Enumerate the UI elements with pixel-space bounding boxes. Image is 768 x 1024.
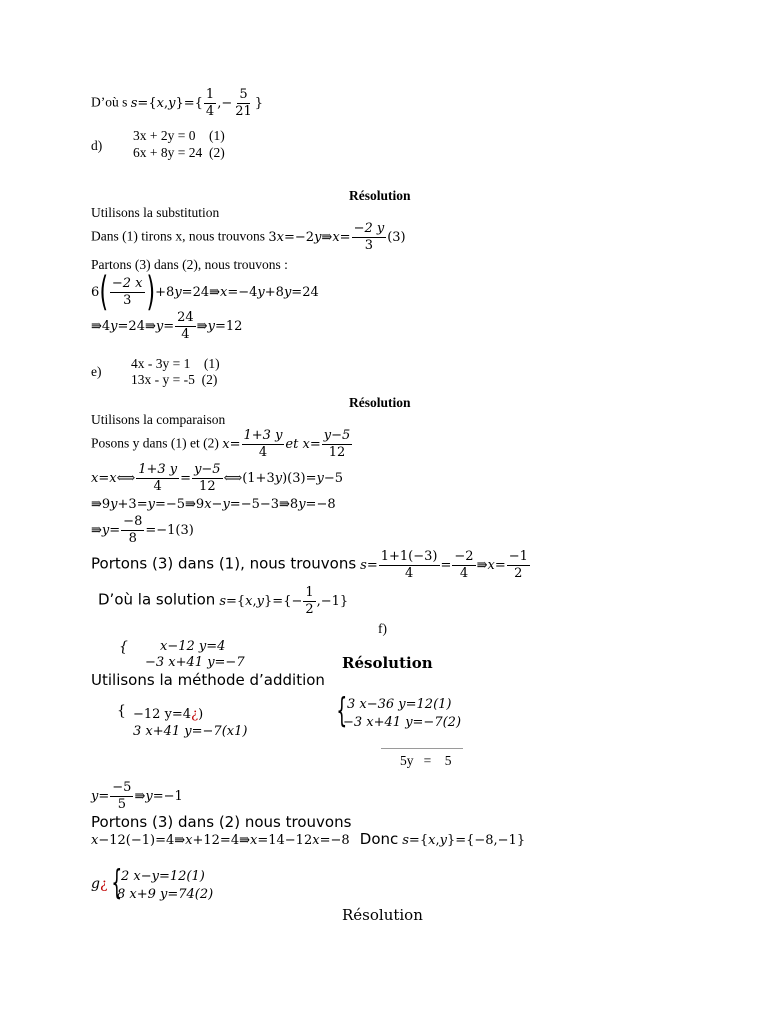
system-eq: −3 x+41 y=−7(2) [343,715,462,730]
derivation-line: ⇛9y+3=y=−5⇛9x−y=−5−3⇛8y=−8 [91,497,336,512]
method-comparison: Utilisons la comparaison [91,412,226,427]
system-d-eq1: 3x + 2y = 0 (1) [133,128,225,143]
heading-resolution: Résolution [342,906,423,924]
sum-line [381,748,463,749]
system-e-eq2: 13x - y = -5 (2) [131,372,218,387]
system-f-eq1: x−12 y=4 [160,639,226,654]
system-d-eq2: 6x + 8y = 24 (2) [133,145,225,160]
system-eq: −12 y=4¿) [133,707,204,722]
math: s={x,y}={ $\frac{1}{4}$ ,− $\frac{5}{21}$ } [130,87,264,119]
derivation-line: Dans (1) tirons x, nous trouvons 3x=−2y⇛x= $\frac{-2 y}{3}$ (3) [91,221,406,253]
solution-line-c [91,88,263,118]
brace: { [119,639,128,655]
fraction: $\frac{-2 x}{3}$ [111,275,143,308]
fraction: $\frac{-8}{8}$ [123,514,143,546]
text: D’où s [91,94,128,110]
derivation-line: y= $\frac{-5}{5}$ ⇛y=−1 [91,780,183,812]
system-eq: 3 x+41 y=−7(x1) [133,724,248,739]
brace: { [111,863,123,903]
exercise-label-e: e) [91,364,102,379]
brace: { [336,691,348,731]
fraction: $\frac{24}{4}$ [177,310,194,342]
system-e-eq1: 4x - 3y = 1 (1) [131,356,220,371]
fraction: $\frac{1}{4}$ [205,87,215,119]
derivation-line: Posons y dans (1) et (2) x= $\frac{1+3 y}{4}$ et x= $\frac{y-5}{12}$ [91,428,351,460]
method-addition: Utilisons la méthode d’addition [91,671,325,689]
derivation-line: Portons (3) dans (2) nous trouvons [91,813,352,831]
system-g-eq2: 8 x+9 y=74(2) [117,887,214,902]
fraction: $\frac{-2}{4}$ [454,549,474,581]
derivation-line: x−12(−1)=4⇛x+12=4⇛x=14−12x=−8 Donc s={x,y}={−8,−1} [91,830,526,848]
solution-line-e: D’où la solution s={x,y}={− $\frac{1}{2}$ ,−1} [98,585,349,617]
brace: { [117,703,126,719]
fraction: $\frac{-2 y}{3}$ [353,221,385,253]
derivation-line: ⇛y= $\frac{-8}{8}$ =−1(3) [91,514,194,546]
fraction: $\frac{1+3 y}{4}$ [138,462,178,494]
derivation-line: Partons (3) dans (2), nous trouvons : [91,257,288,272]
exercise-label-g: g¿ [91,876,108,892]
system-g-eq1: 2 x−y=12(1) [121,869,205,884]
fraction: $\frac{y-5}{12}$ [194,462,221,494]
derivation-line: Portons (3) dans (1), nous trouvons s= $\frac{1+1(-3)}{4}$ = $\frac{-2}{4}$ ⇛x= $\frac{-1}{2}$ [91,549,528,581]
heading-resolution: Résolution [342,654,433,672]
heading-resolution: Résolution [349,188,411,203]
heading-resolution: Résolution [349,395,411,410]
system-eq: 3 x−36 y=12(1) [347,697,452,712]
fraction: $\frac{1+1(-3)}{4}$ [380,549,438,581]
exercise-label-d: d) [91,138,103,153]
system-f-eq2: −3 x+41 y=−7 [145,655,245,670]
fraction: $\frac{1+3 y}{4}$ [243,428,283,460]
exercise-label-f: f) [378,621,387,636]
sum-result: 5y = 5 [400,753,452,768]
fraction: $\frac{-5}{5}$ [112,780,132,812]
fraction: $\frac{-1}{2}$ [508,549,528,581]
derivation-line: x=x⟺ $\frac{1+3 y}{4}$ = $\frac{y-5}{12}$ ⟺(1+3y)(3)=y−5 [91,462,344,494]
fraction: $\frac{1}{2}$ [305,585,314,617]
method-substitution: Utilisons la substitution [91,205,220,220]
derivation-line: 6( $\frac{-2 x}{3}$ )+8y=24⇛x=−4y+8y=24 [91,269,319,315]
derivation-line: ⇛4y=24⇛y= $\frac{24}{4}$ ⇛y=12 [91,310,243,342]
fraction: $\frac{5}{21}$ [235,87,252,119]
fraction: $\frac{y-5}{12}$ [323,428,351,460]
